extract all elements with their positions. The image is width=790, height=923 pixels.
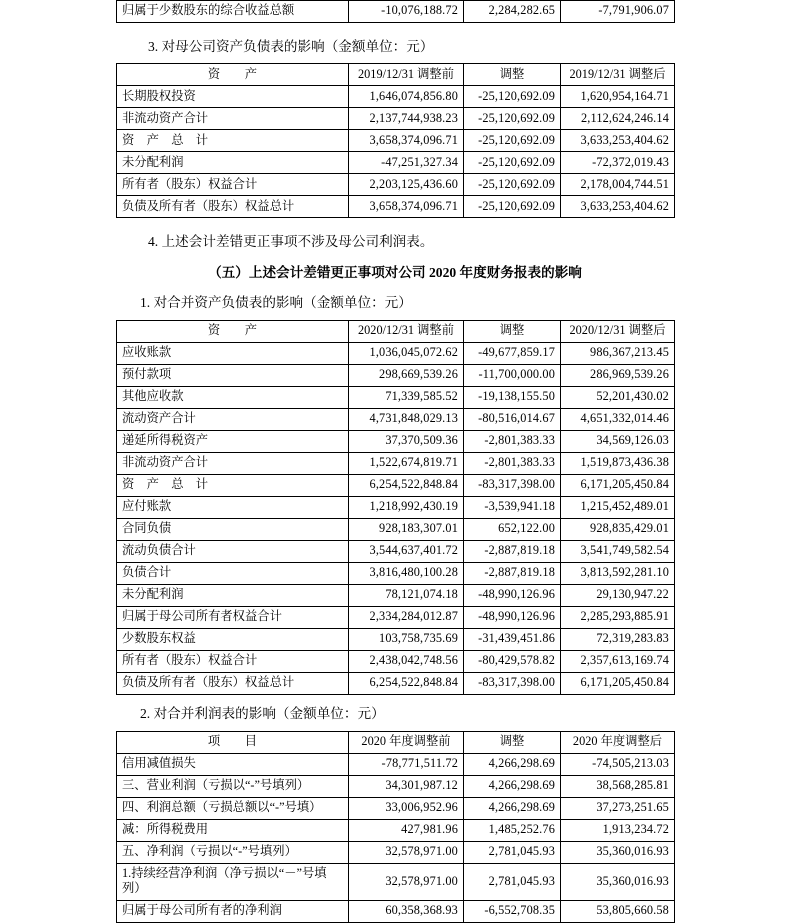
row-adjust: 1,485,252.76: [464, 819, 561, 841]
row-before: 298,669,539.26: [349, 364, 464, 386]
row-adjust: -80,429,578.82: [464, 650, 561, 672]
row-after: 34,569,126.03: [561, 430, 675, 452]
row-after: 1,215,452,489.01: [561, 496, 675, 518]
row-label: 资 产 总 计: [117, 474, 349, 496]
table-body: [117, 342, 675, 694]
table-previous-continuation: [116, 0, 675, 23]
row-adjust: -25,120,692.09: [464, 174, 561, 196]
row-after: 35,360,016.93: [561, 841, 675, 863]
row-adjust: -25,120,692.09: [464, 86, 561, 108]
table-header-row: [117, 320, 675, 342]
table-row: [117, 108, 675, 130]
table-row: [117, 753, 675, 775]
table-row: [117, 152, 675, 174]
table-row: [117, 819, 675, 841]
table-row: [117, 650, 675, 672]
row-after: 3,633,253,404.62: [561, 130, 675, 152]
row-adjust: -25,120,692.09: [464, 130, 561, 152]
row-before: 427,981.96: [349, 819, 464, 841]
col-header-after: 2019/12/31 调整后: [561, 64, 675, 86]
table-row: [117, 540, 675, 562]
row-label: 资 产 总 计: [117, 130, 349, 152]
row-adjust: -80,516,014.67: [464, 408, 561, 430]
row-after: 53,805,660.58: [561, 900, 675, 922]
row-before: -47,251,327.34: [349, 152, 464, 174]
row-adjust: -2,801,383.33: [464, 430, 561, 452]
col-header-after: 2020 年度调整后: [561, 731, 675, 753]
row-label: 合同负债: [117, 518, 349, 540]
row-after: 52,201,430.02: [561, 386, 675, 408]
row-label: 四、利润总额（亏损总额以“-”号填）: [117, 797, 349, 819]
table-row: [117, 672, 675, 694]
table-row: [117, 562, 675, 584]
row-before: 3,816,480,100.28: [349, 562, 464, 584]
row-before: 6,254,522,848.84: [349, 474, 464, 496]
row-before: 2,137,744,938.23: [349, 108, 464, 130]
table-parent-balance-sheet-2019: [116, 63, 675, 218]
row-before: 2,334,284,012.87: [349, 606, 464, 628]
row-label: 所有者（股东）权益合计: [117, 650, 349, 672]
row-adjust: 2,284,282.65: [464, 1, 561, 23]
table-row: [117, 430, 675, 452]
row-label: 五、净利润（亏损以“-”号填列）: [117, 841, 349, 863]
row-after: 2,178,004,744.51: [561, 174, 675, 196]
col-header-after: 2020/12/31 调整后: [561, 320, 675, 342]
table-row: [117, 496, 675, 518]
paragraph-section-4: 4. 上述会计差错更正事项不涉及母公司利润表。: [148, 234, 434, 250]
row-before: 71,339,585.52: [349, 386, 464, 408]
table-body: [117, 86, 675, 218]
table-row: [117, 775, 675, 797]
spacer: [0, 253, 790, 263]
row-label: 流动资产合计: [117, 408, 349, 430]
row-adjust: -2,887,819.18: [464, 540, 561, 562]
table-row: [117, 606, 675, 628]
row-label: 非流动资产合计: [117, 452, 349, 474]
row-before: 1,218,992,430.19: [349, 496, 464, 518]
table-row: [117, 628, 675, 650]
row-after: 286,969,539.26: [561, 364, 675, 386]
col-header-item: 资 产: [117, 64, 349, 86]
table-row: [117, 174, 675, 196]
row-label: 未分配利润: [117, 584, 349, 606]
row-after: 1,519,873,436.38: [561, 452, 675, 474]
row-adjust: -25,120,692.09: [464, 152, 561, 174]
row-label: 1.持续经营净利润（净亏损以“－”号填列）: [117, 863, 349, 900]
table-row: [117, 196, 675, 218]
row-adjust: 2,781,045.93: [464, 841, 561, 863]
row-after: 3,633,253,404.62: [561, 196, 675, 218]
col-header-item: 资 产: [117, 320, 349, 342]
table-header-row: [117, 731, 675, 753]
row-adjust: -11,700,000.00: [464, 364, 561, 386]
row-label: 长期股权投资: [117, 86, 349, 108]
row-after: 38,568,285.81: [561, 775, 675, 797]
col-header-adjust: 调整: [464, 320, 561, 342]
row-adjust: -49,677,859.17: [464, 342, 561, 364]
row-before: 103,758,735.69: [349, 628, 464, 650]
table-row: [117, 797, 675, 819]
row-label: 递延所得税资产: [117, 430, 349, 452]
table-row: [117, 342, 675, 364]
row-before: 3,544,637,401.72: [349, 540, 464, 562]
row-adjust: -6,552,708.35: [464, 900, 561, 922]
row-adjust: 4,266,298.69: [464, 753, 561, 775]
spacer: [0, 218, 790, 232]
row-label: 应付账款: [117, 496, 349, 518]
row-adjust: -83,317,398.00: [464, 474, 561, 496]
table-header-row: [117, 64, 675, 86]
row-adjust: -48,990,126.96: [464, 584, 561, 606]
row-label: 信用减值损失: [117, 753, 349, 775]
row-after: -72,372,019.43: [561, 152, 675, 174]
table-row: [117, 1, 675, 23]
table-row: [117, 452, 675, 474]
row-before: 3,658,374,096.71: [349, 130, 464, 152]
col-header-item: 项 目: [117, 731, 349, 753]
row-label: 负债合计: [117, 562, 349, 584]
row-before: 60,358,368.93: [349, 900, 464, 922]
heading-section-5-2: 2. 对合并利润表的影响（金额单位：元）: [140, 705, 385, 721]
row-after: 928,835,429.01: [561, 518, 675, 540]
table-row: [117, 130, 675, 152]
table-body: [117, 753, 675, 922]
row-before: 78,121,074.18: [349, 584, 464, 606]
row-after: 72,319,283.83: [561, 628, 675, 650]
row-label: 三、营业利润（亏损以“-”号填列）: [117, 775, 349, 797]
row-adjust: 652,122.00: [464, 518, 561, 540]
table-consolidated-income-statement-2020: [116, 731, 675, 923]
table-row: [117, 584, 675, 606]
row-label: 负债及所有者（股东）权益总计: [117, 672, 349, 694]
table-row: [117, 408, 675, 430]
col-header-adjust: 调整: [464, 64, 561, 86]
row-before: 4,731,848,029.13: [349, 408, 464, 430]
row-label: 少数股东权益: [117, 628, 349, 650]
row-before: 37,370,509.36: [349, 430, 464, 452]
row-before: 32,578,971.00: [349, 863, 464, 900]
row-before: 34,301,987.12: [349, 775, 464, 797]
row-adjust: -2,887,819.18: [464, 562, 561, 584]
row-label: 归属于母公司所有者权益合计: [117, 606, 349, 628]
table-consolidated-balance-sheet-2020: [116, 320, 675, 695]
row-label: 归属于母公司所有者的净利润: [117, 900, 349, 922]
row-after: 1,913,234.72: [561, 819, 675, 841]
row-after: 1,620,954,164.71: [561, 86, 675, 108]
row-adjust: -3,539,941.18: [464, 496, 561, 518]
row-before: 6,254,522,848.84: [349, 672, 464, 694]
col-header-before: 2020/12/31 调整前: [349, 320, 464, 342]
table-row: [117, 86, 675, 108]
row-label: 流动负债合计: [117, 540, 349, 562]
row-label: 应收账款: [117, 342, 349, 364]
row-after: 2,285,293,885.91: [561, 606, 675, 628]
row-adjust: 4,266,298.69: [464, 775, 561, 797]
row-adjust: -25,120,692.09: [464, 108, 561, 130]
row-label: 预付款项: [117, 364, 349, 386]
row-before: 928,183,307.01: [349, 518, 464, 540]
row-label: 非流动资产合计: [117, 108, 349, 130]
table-row: [117, 518, 675, 540]
heading-section-3: 3. 对母公司资产负债表的影响（金额单位：元）: [148, 39, 434, 54]
row-before: 1,646,074,856.80: [349, 86, 464, 108]
spacer: [0, 724, 790, 731]
row-after: 3,813,592,281.10: [561, 562, 675, 584]
row-before: 1,036,045,072.62: [349, 342, 464, 364]
row-adjust: -48,990,126.96: [464, 606, 561, 628]
row-after: 986,367,213.45: [561, 342, 675, 364]
spacer: [0, 695, 790, 704]
row-adjust: -2,801,383.33: [464, 452, 561, 474]
row-before: -10,076,188.72: [349, 1, 464, 23]
row-label: 减：所得税费用: [117, 819, 349, 841]
row-after: 6,171,205,450.84: [561, 672, 675, 694]
row-before: 32,578,971.00: [349, 841, 464, 863]
table-row: [117, 386, 675, 408]
row-adjust: -31,439,451.86: [464, 628, 561, 650]
row-after: 6,171,205,450.84: [561, 474, 675, 496]
table-row: [117, 863, 675, 900]
row-before: -78,771,511.72: [349, 753, 464, 775]
row-label: 归属于少数股东的综合收益总额: [117, 1, 349, 23]
table-row: [117, 900, 675, 922]
row-adjust: -19,138,155.50: [464, 386, 561, 408]
table-row: [117, 474, 675, 496]
heading-section-5: （五）上述会计差错更正事项对公司 2020 年度财务报表的影响: [208, 264, 582, 280]
row-label: 所有者（股东）权益合计: [117, 174, 349, 196]
heading-section-5-1: 1. 对合并资产负债表的影响（金额单位：元）: [140, 295, 412, 311]
row-before: 1,522,674,819.71: [349, 452, 464, 474]
col-header-before: 2020 年度调整前: [349, 731, 464, 753]
col-header-adjust: 调整: [464, 731, 561, 753]
row-adjust: 2,781,045.93: [464, 863, 561, 900]
spacer: [0, 283, 790, 293]
row-label: 其他应收款: [117, 386, 349, 408]
row-after: 35,360,016.93: [561, 863, 675, 900]
row-after: 2,357,613,169.74: [561, 650, 675, 672]
row-after: 29,130,947.22: [561, 584, 675, 606]
row-label: 负债及所有者（股东）权益总计: [117, 196, 349, 218]
row-before: 3,658,374,096.71: [349, 196, 464, 218]
table-row: [117, 841, 675, 863]
row-adjust: 4,266,298.69: [464, 797, 561, 819]
row-before: 2,438,042,748.56: [349, 650, 464, 672]
row-after: -74,505,213.03: [561, 753, 675, 775]
row-before: 2,203,125,436.60: [349, 174, 464, 196]
row-label: 未分配利润: [117, 152, 349, 174]
table-row: [117, 364, 675, 386]
row-after: 4,651,332,014.46: [561, 408, 675, 430]
row-after: 3,541,749,582.54: [561, 540, 675, 562]
row-adjust: -25,120,692.09: [464, 196, 561, 218]
spacer: [0, 23, 790, 37]
row-after: 2,112,624,246.14: [561, 108, 675, 130]
col-header-before: 2019/12/31 调整前: [349, 64, 464, 86]
row-before: 33,006,952.96: [349, 797, 464, 819]
row-after: -7,791,906.07: [561, 1, 675, 23]
row-after: 37,273,251.65: [561, 797, 675, 819]
row-adjust: -83,317,398.00: [464, 672, 561, 694]
